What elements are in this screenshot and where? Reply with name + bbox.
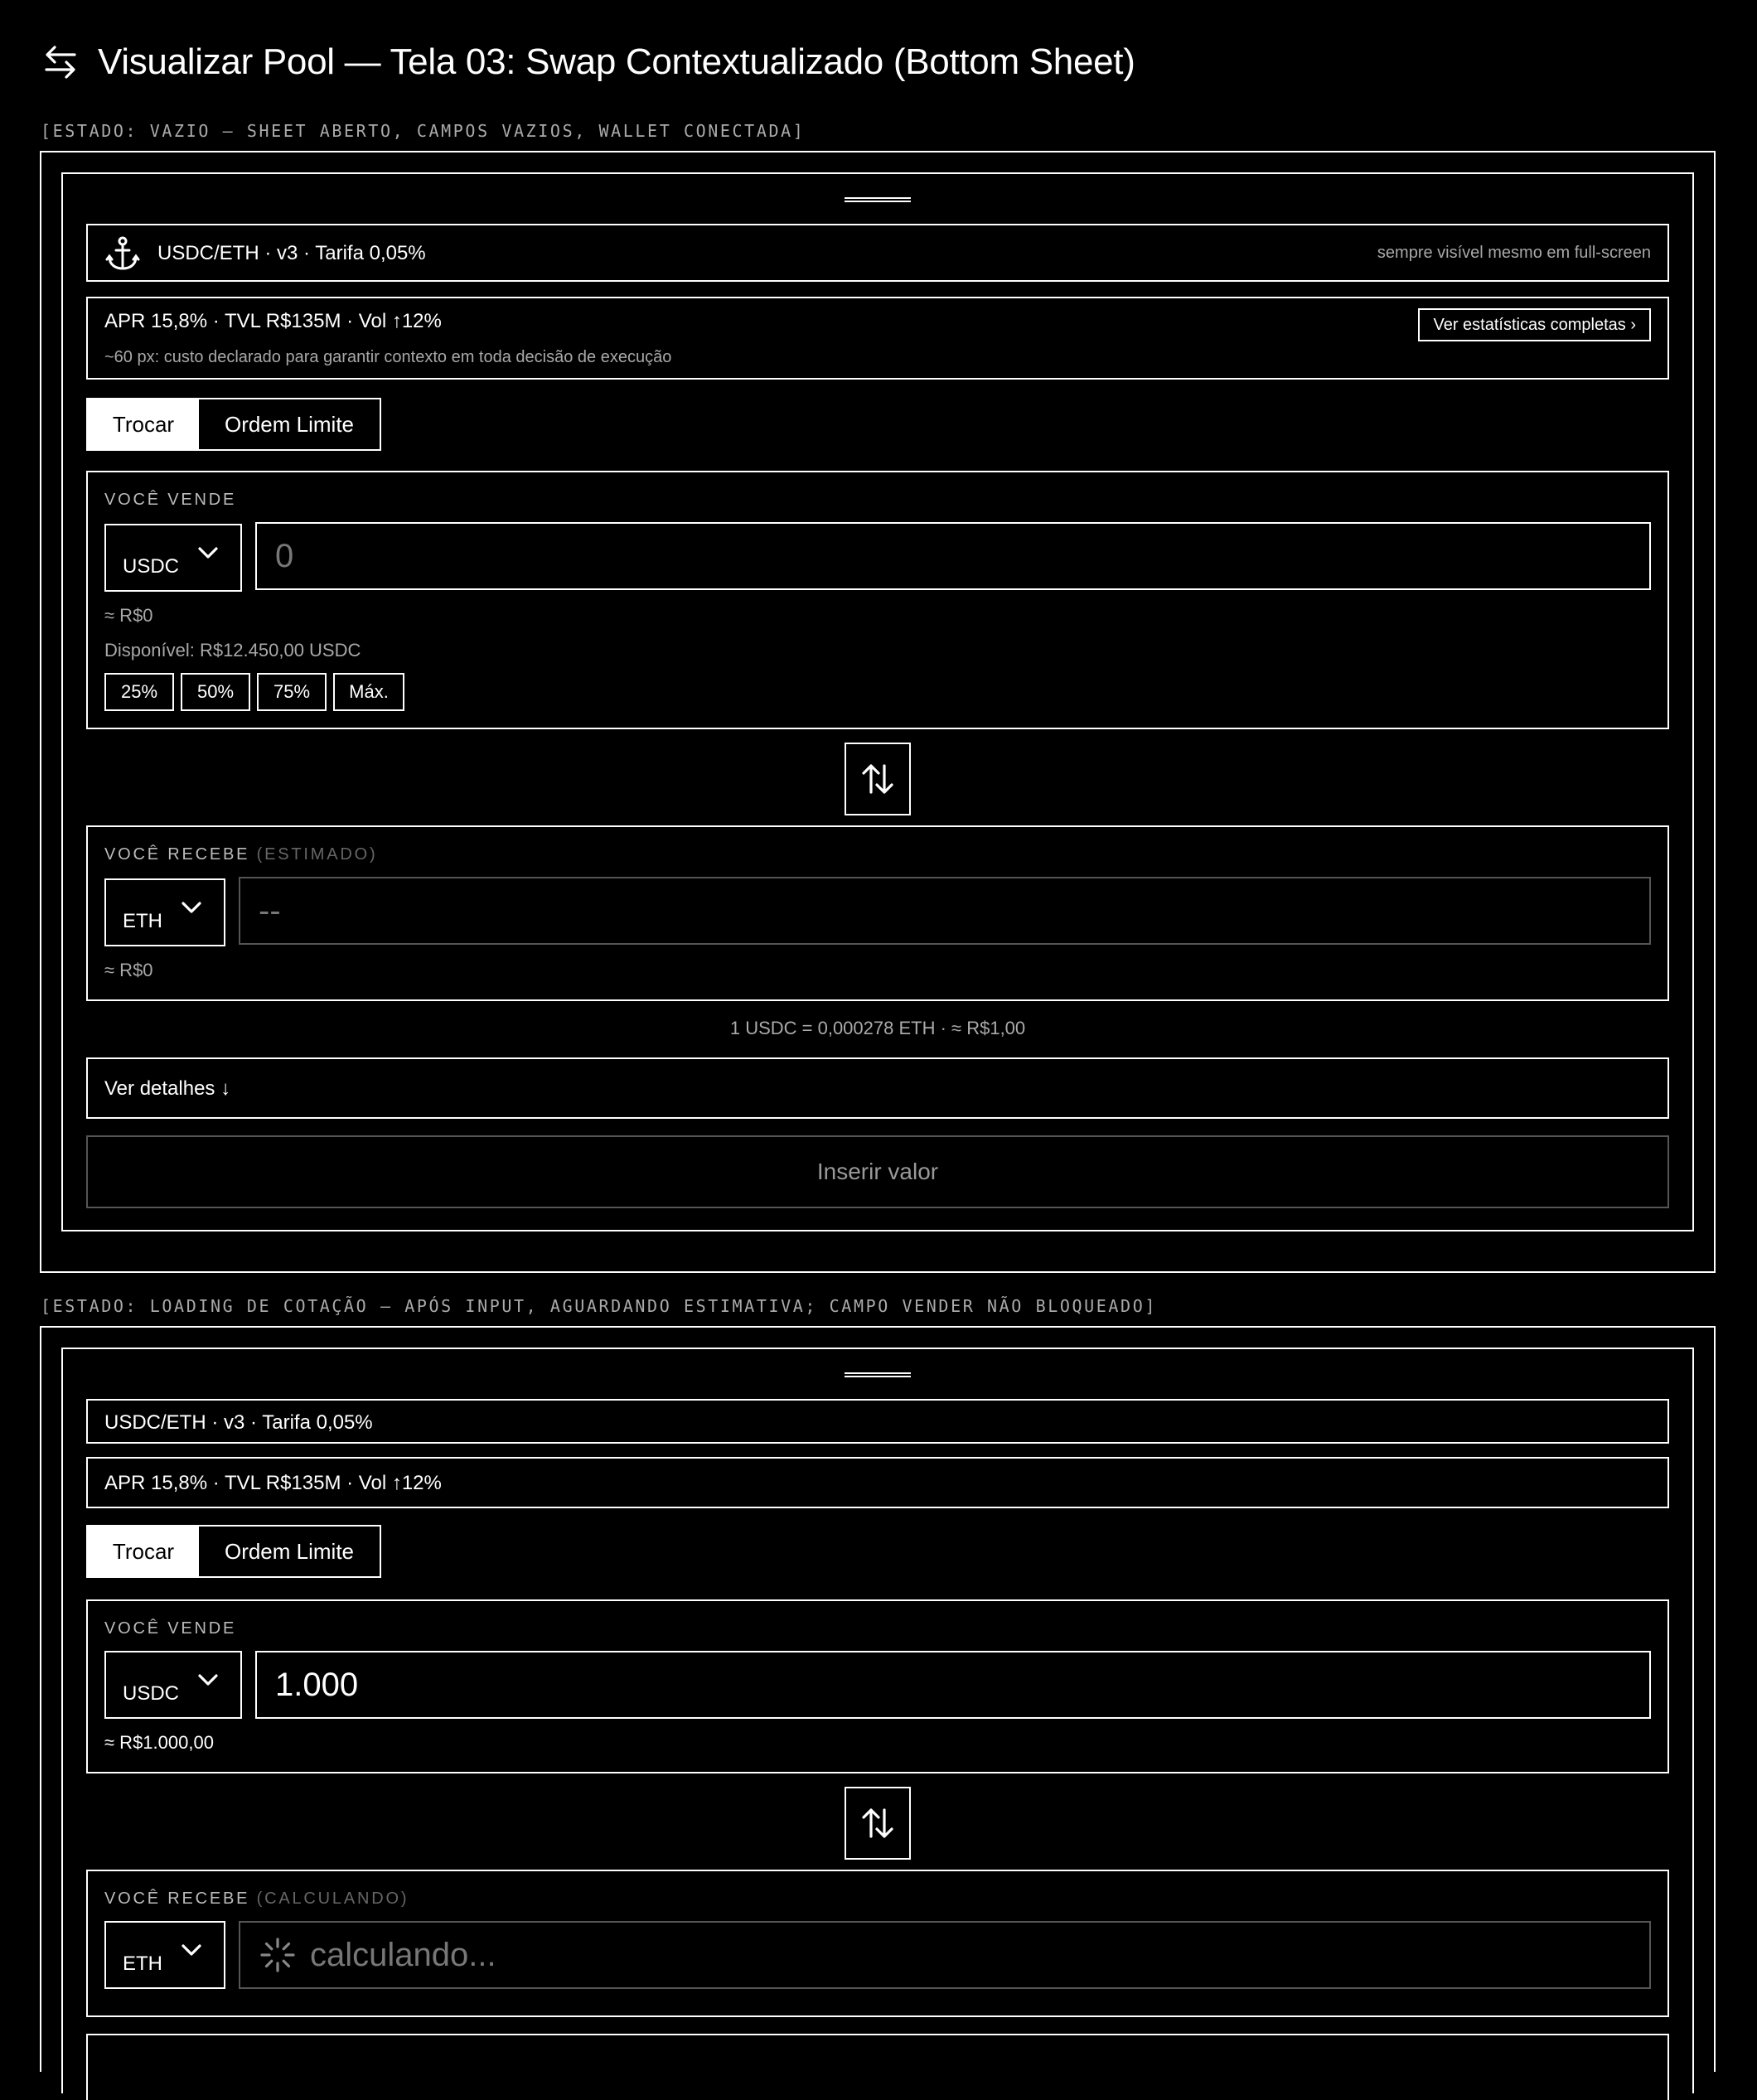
loading-text: calculando... [310, 1936, 496, 1973]
enter-amount-button[interactable]: Inserir valor [86, 1135, 1669, 1208]
pool-stats-line: APR 15,8% · TVL R$135M · Vol ↑12% [104, 1472, 442, 1494]
sell-token-symbol: USDC [123, 1682, 180, 1705]
page-title: Visualizar Pool — Tela 03: Swap Contextualizado (Bottom Sheet) [98, 41, 1135, 82]
chevron-down-icon [181, 1943, 202, 1957]
chevron-down-icon [181, 900, 202, 915]
sell-fiat-value: ≈ R$1.000,00 [104, 1732, 214, 1753]
pool-stats [86, 1457, 1669, 1508]
buy-token-symbol: ETH [123, 910, 162, 932]
buy-label-suffix: (ESTIMADO) [256, 845, 378, 864]
swap-vertical-icon [859, 761, 896, 797]
pct-75-button[interactable]: 75% [257, 673, 327, 711]
pool-stats [86, 297, 1669, 380]
bottom-sheet-loading [61, 1348, 1694, 2093]
buy-label [104, 845, 377, 864]
spinner-icon [259, 1936, 297, 1974]
flip-tokens-button[interactable] [845, 743, 911, 815]
next-section [86, 2034, 1669, 2100]
sell-fiat-value: ≈ R$0 [104, 605, 153, 626]
buy-fiat-value: ≈ R$0 [104, 960, 153, 980]
sell-token-select[interactable] [104, 1651, 242, 1719]
anchor-icon [104, 235, 141, 272]
pct-max-button[interactable]: Máx. [333, 673, 404, 711]
sell-token-select[interactable] [104, 524, 242, 592]
chevron-down-icon [197, 545, 219, 560]
pool-stats-note: ~60 px: custo declarado para garantir contexto em toda decisão de execução [104, 348, 672, 366]
buy-label [104, 1890, 409, 1909]
pct-50-button[interactable]: 50% [181, 673, 250, 711]
sell-amount-input[interactable]: 0 [255, 522, 1651, 590]
swap-vertical-icon [859, 1805, 896, 1841]
buy-label-text: VOCÊ RECEBE [104, 845, 250, 864]
tab-swap[interactable]: Trocar [88, 1527, 199, 1576]
pool-name: USDC/ETH · v3 · Tarifa 0,05% [157, 242, 426, 264]
bottom-sheet [61, 172, 1694, 1231]
pct-25-button[interactable]: 25% [104, 673, 174, 711]
buy-token-symbol: ETH [123, 1952, 162, 1975]
buy-label-text: VOCÊ RECEBE [104, 1890, 250, 1908]
buy-amount-output: -- [239, 877, 1651, 945]
buy-panel [86, 825, 1669, 1001]
state-frame-loading [40, 1326, 1716, 2072]
buy-panel [86, 1870, 1669, 2017]
pool-name: USDC/ETH · v3 · Tarifa 0,05% [104, 1411, 373, 1434]
tab-limit-order[interactable]: Ordem Limite [224, 1538, 355, 1564]
sheet-drag-handle[interactable] [845, 1372, 911, 1377]
sell-label: VOCÊ VENDE [104, 1619, 237, 1638]
tab-swap[interactable]: Trocar [88, 399, 199, 449]
pool-header [86, 224, 1669, 282]
state-label-loading: [ESTADO: LOADING DE COTAÇÃO — APÓS INPUT, AGUARDANDO ESTIMATIVA; CAMPO VENDER NÃO BLOQUEADO] [41, 1296, 1157, 1316]
full-stats-button[interactable]: Ver estatísticas completas › [1418, 308, 1651, 341]
arrows-left-right-icon [41, 43, 80, 81]
sell-panel [86, 1599, 1669, 1773]
buy-amount-output [239, 1921, 1651, 1989]
buy-token-select[interactable] [104, 878, 225, 946]
mode-tabs [86, 1525, 381, 1578]
buy-token-select[interactable] [104, 1921, 225, 1989]
page-header [41, 41, 1135, 83]
chevron-down-icon [197, 1672, 219, 1687]
exchange-rate: 1 USDC = 0,000278 ETH · ≈ R$1,00 [729, 1018, 1026, 1038]
sell-amount-input[interactable]: 1.000 [255, 1651, 1651, 1719]
tab-limit-order[interactable]: Ordem Limite [224, 411, 355, 437]
mode-tabs [86, 398, 381, 451]
buy-label-suffix: (CALCULANDO) [256, 1890, 409, 1908]
flip-tokens-button[interactable] [845, 1787, 911, 1860]
sell-token-symbol: USDC [123, 555, 180, 578]
pool-header [86, 1399, 1669, 1444]
state-label-empty: [ESTADO: VAZIO — SHEET ABERTO, CAMPOS VAZIOS, WALLET CONECTADA] [41, 121, 806, 141]
pool-header-note: sempre visível mesmo em full-screen [1377, 244, 1651, 262]
sell-label: VOCÊ VENDE [104, 491, 237, 509]
pool-stats-line: APR 15,8% · TVL R$135M · Vol ↑12% [104, 310, 442, 332]
sell-available-balance: Disponível: R$12.450,00 USDC [104, 640, 361, 660]
details-toggle-label: Ver detalhes ↓ [104, 1077, 231, 1100]
sheet-drag-handle[interactable] [845, 197, 911, 202]
details-toggle[interactable] [86, 1057, 1669, 1119]
sell-panel [86, 471, 1669, 729]
state-frame-empty [40, 151, 1716, 1273]
